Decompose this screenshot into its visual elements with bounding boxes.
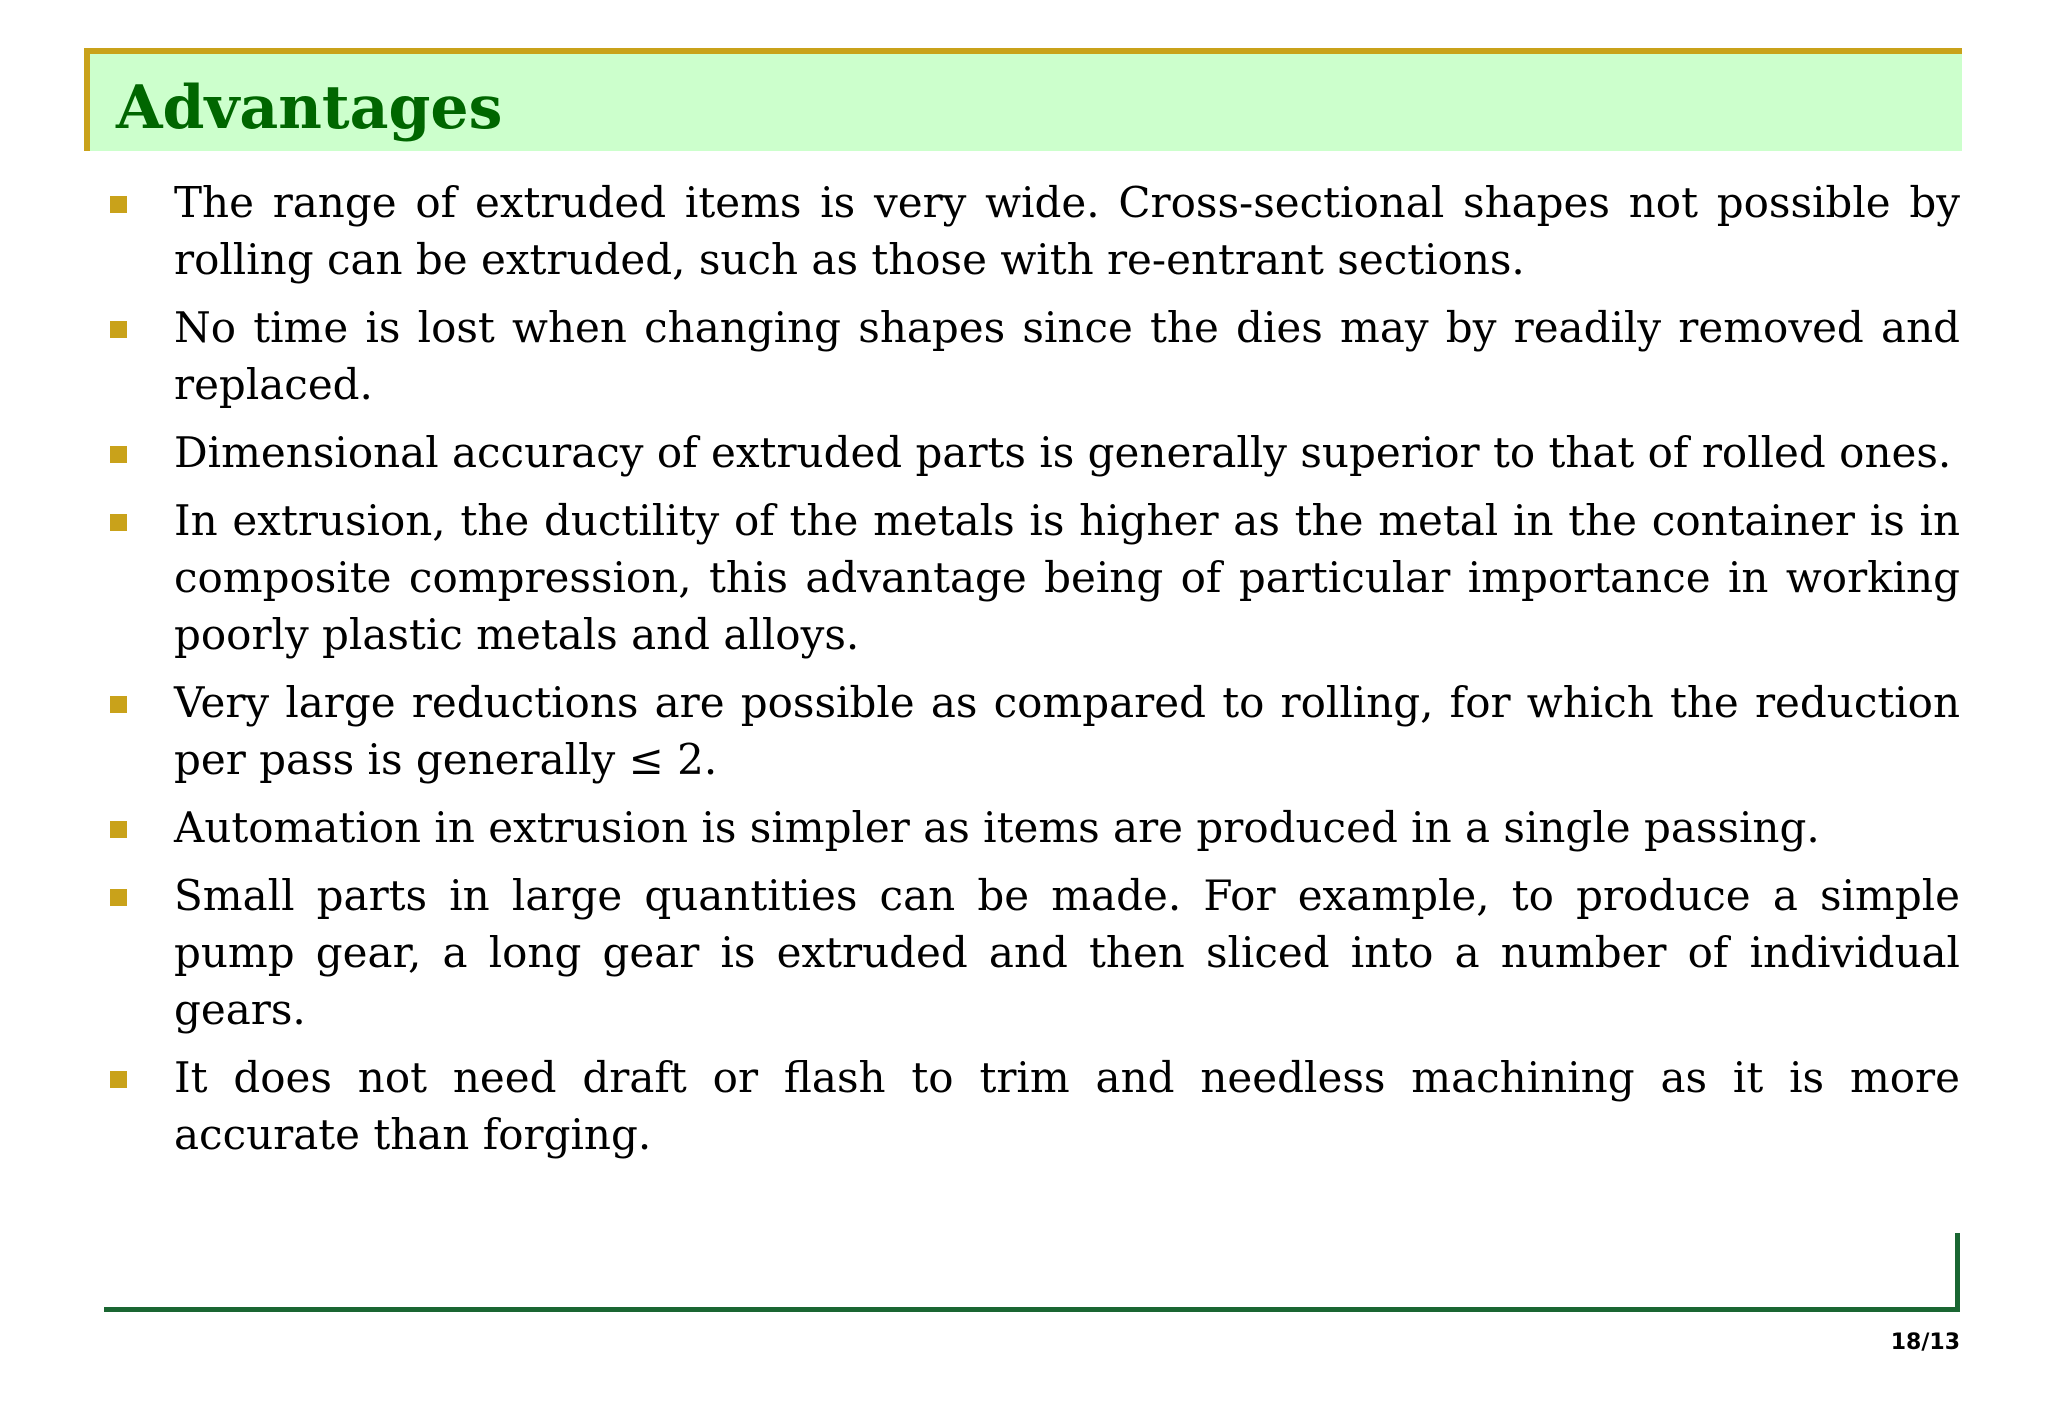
slide-title-bar	[84, 48, 1962, 151]
bullet-item	[100, 1049, 1960, 1163]
square-bullet-icon	[110, 696, 127, 713]
page-number: 18/13	[1890, 1330, 1960, 1355]
footer-corner-divider	[1955, 1233, 1960, 1312]
footer-divider	[104, 1307, 1958, 1312]
bullet-item	[100, 867, 1960, 1038]
bullet-text: No time is lost when changing shapes since the dies may by readily removed and replaced.	[174, 303, 1960, 409]
bullet-item	[100, 674, 1960, 788]
bullet-item	[100, 174, 1960, 288]
square-bullet-icon	[110, 1071, 127, 1088]
slide-title: Advantages	[116, 73, 503, 143]
bullet-item	[100, 799, 1960, 856]
bullet-text: In extrusion, the ductility of the metals is higher as the metal in the container is in composite compression, this advantage being of particular importance in working poorly plastic metals and alloys.	[174, 496, 1960, 659]
bullet-text: Small parts in large quantities can be made. For example, to produce a simple pump gear, a long gear is extruded and then sliced into a number of individual gears.	[174, 871, 1960, 1034]
bullet-text: Automation in extrusion is simpler as items are produced in a single passing.	[174, 803, 1820, 852]
square-bullet-icon	[110, 821, 127, 838]
bullet-item	[100, 299, 1960, 413]
bullet-text: The range of extruded items is very wide. Cross-sectional shapes not possible by rolling can be extruded, such as those with re-entrant sections.	[174, 178, 1960, 284]
bullet-item	[100, 424, 1960, 481]
square-bullet-icon	[110, 196, 127, 213]
bullet-text: It does not need draft or flash to trim and needless machining as it is more accurate than forging.	[174, 1053, 1960, 1159]
square-bullet-icon	[110, 889, 127, 906]
square-bullet-icon	[110, 446, 127, 463]
square-bullet-icon	[110, 321, 127, 338]
bullet-text: Dimensional accuracy of extruded parts is generally superior to that of rolled ones.	[174, 428, 1952, 477]
square-bullet-icon	[110, 514, 127, 531]
bullet-item	[100, 492, 1960, 663]
bullet-text: Very large reductions are possible as compared to rolling, for which the reduction per pass is generally ≤ 2.	[174, 678, 1960, 784]
bullet-list	[100, 174, 1960, 1174]
